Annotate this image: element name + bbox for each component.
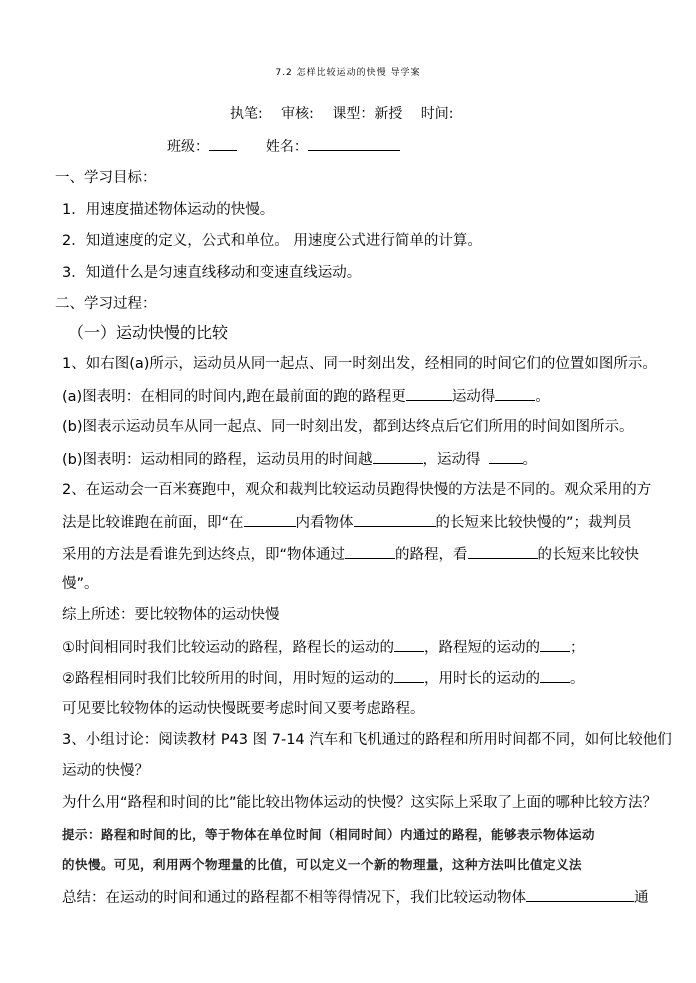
summary-heading: 综上所述：要比较物体的运动快慢 — [62, 607, 280, 623]
answer-blank[interactable] — [373, 449, 423, 464]
name-blank[interactable] — [308, 136, 400, 151]
section1-heading: 一、学习目标： — [55, 170, 157, 186]
summary-final — [62, 887, 649, 907]
q2-line1: 2、在运动会一百米赛跑中，观众和裁判比较运动员跑得快慢的方法是不同的。观众采用的方 — [62, 482, 652, 498]
name-label: 姓名： — [265, 139, 308, 155]
goal-item-1: 1．用速度描述物体运动的快慢。 — [62, 202, 275, 218]
class-label: 班级： — [167, 139, 209, 155]
q3-line2: 运动的快慢？ — [62, 763, 149, 779]
q1-b-text1: (b)图表明：运动相同的路程，运动员用的时间越 — [62, 452, 373, 468]
answer-blank[interactable] — [489, 449, 523, 464]
q2-text-c: 的长短来比较快慢的”；裁判员 — [435, 515, 632, 531]
q2-text-e: 的路程，看 — [395, 547, 468, 563]
answer-blank[interactable] — [345, 544, 395, 559]
q2-text-d: 采用的方法是看谁先到达终点，即“物体通过 — [62, 547, 346, 563]
q2-line3 — [62, 544, 639, 564]
q2-text-b: 内看物体 — [295, 515, 354, 531]
q2-text-a: 法是比较谁跑在前面，即“在 — [62, 515, 244, 531]
time-label: 时间: — [420, 106, 454, 122]
answer-blank[interactable] — [244, 512, 296, 527]
answer-blank[interactable] — [354, 512, 436, 527]
q1-b-text2: ，运动得 — [422, 452, 481, 468]
summary-text: ； — [570, 640, 585, 656]
answer-blank[interactable] — [540, 668, 570, 683]
q1-b-line — [62, 449, 537, 469]
answer-blank[interactable] — [394, 668, 424, 683]
hint-line1: 提示：路程和时间的比，等于物体在单位时间（相同时间）内通过的路程，能够表示物体运动 — [62, 827, 596, 842]
q3-line1: 3、小组讨论：阅读教材 P43 图 7-14 汽车和飞机通过的路程和所用时间都不同，如何比较他们 — [62, 732, 672, 748]
q3-why: 为什么用“路程和时间的比”能比较出物体运动的快慢？这实际上采取了上面的哪种比较方法？ — [62, 795, 658, 811]
q2-line4: 慢”。 — [62, 576, 99, 592]
summary-final-text: 总结：在运动的时间和通过的路程都不相等得情况下，我们比较运动物体 — [62, 890, 526, 906]
q1-a-text1: (a)图表明：在相同的时间内,跑在最前面的跑的路程更 — [62, 389, 406, 405]
hint-line2: 的快慢。可见，利用两个物理量的比值，可以定义一个新的物理量，这种方法叫比值定义法 — [62, 857, 583, 872]
answer-blank[interactable] — [468, 544, 538, 559]
writer-label: 执笔: — [230, 106, 263, 122]
section2-heading: 二、学习过程： — [55, 296, 157, 312]
answer-blank[interactable] — [526, 887, 634, 902]
answer-blank[interactable] — [406, 386, 452, 401]
q1-a-line — [62, 386, 550, 406]
q1-intro: 1、如右图(a)所示，运动员从同一起点、同一时刻出发，经相同的时间它们的位置如图所示。 — [62, 356, 657, 372]
answer-blank[interactable] — [394, 637, 424, 652]
summary-line2 — [62, 668, 585, 688]
subsection-heading: （一）运动快慢的比较 — [68, 323, 229, 342]
class-name-line — [167, 136, 400, 156]
q2-line2 — [62, 512, 632, 532]
meta-line — [230, 105, 468, 123]
summary-final-tail: 通 — [634, 890, 649, 906]
q1-b-intro: (b)图表示运动员车从同一起点、同一时刻出发，都到达终点后它们所用的时间如图所示。 — [62, 419, 634, 435]
lesson-type-label: 课型：新授 — [332, 106, 403, 122]
summary-text: ，路程短的运动的 — [424, 640, 540, 656]
answer-blank[interactable] — [540, 637, 570, 652]
q1-a-text2: 运动得 — [451, 389, 496, 405]
answer-blank[interactable] — [495, 386, 535, 401]
summary-text: ②路程相同时我们比较所用的时间，用时短的运动的 — [62, 671, 394, 687]
class-blank[interactable] — [209, 136, 237, 151]
summary-text: ，用时长的运动的 — [424, 671, 540, 687]
reviewer-label: 审核: — [281, 106, 314, 122]
q1-b-text3: 。 — [522, 452, 538, 468]
summary-text: 。 — [570, 671, 585, 687]
summary-text: ①时间相同时我们比较运动的路程，路程长的运动的 — [62, 640, 394, 656]
summary-conclusion: 可见要比较物体的运动快慢既要考虑时间又要考虑路程。 — [62, 701, 425, 717]
q2-text-f: 的长短来比较快 — [537, 547, 640, 563]
goal-item-3: 3．知道什么是匀速直线移动和变速直线运动。 — [62, 265, 362, 281]
page-title: 7.2 怎样比较运动的快慢 导学案 — [275, 68, 421, 78]
goal-item-2: 2．知道速度的定义，公式和单位。 用速度公式进行简单的计算。 — [62, 233, 482, 249]
q1-a-text3: 。 — [535, 389, 550, 405]
summary-line1 — [62, 637, 585, 657]
